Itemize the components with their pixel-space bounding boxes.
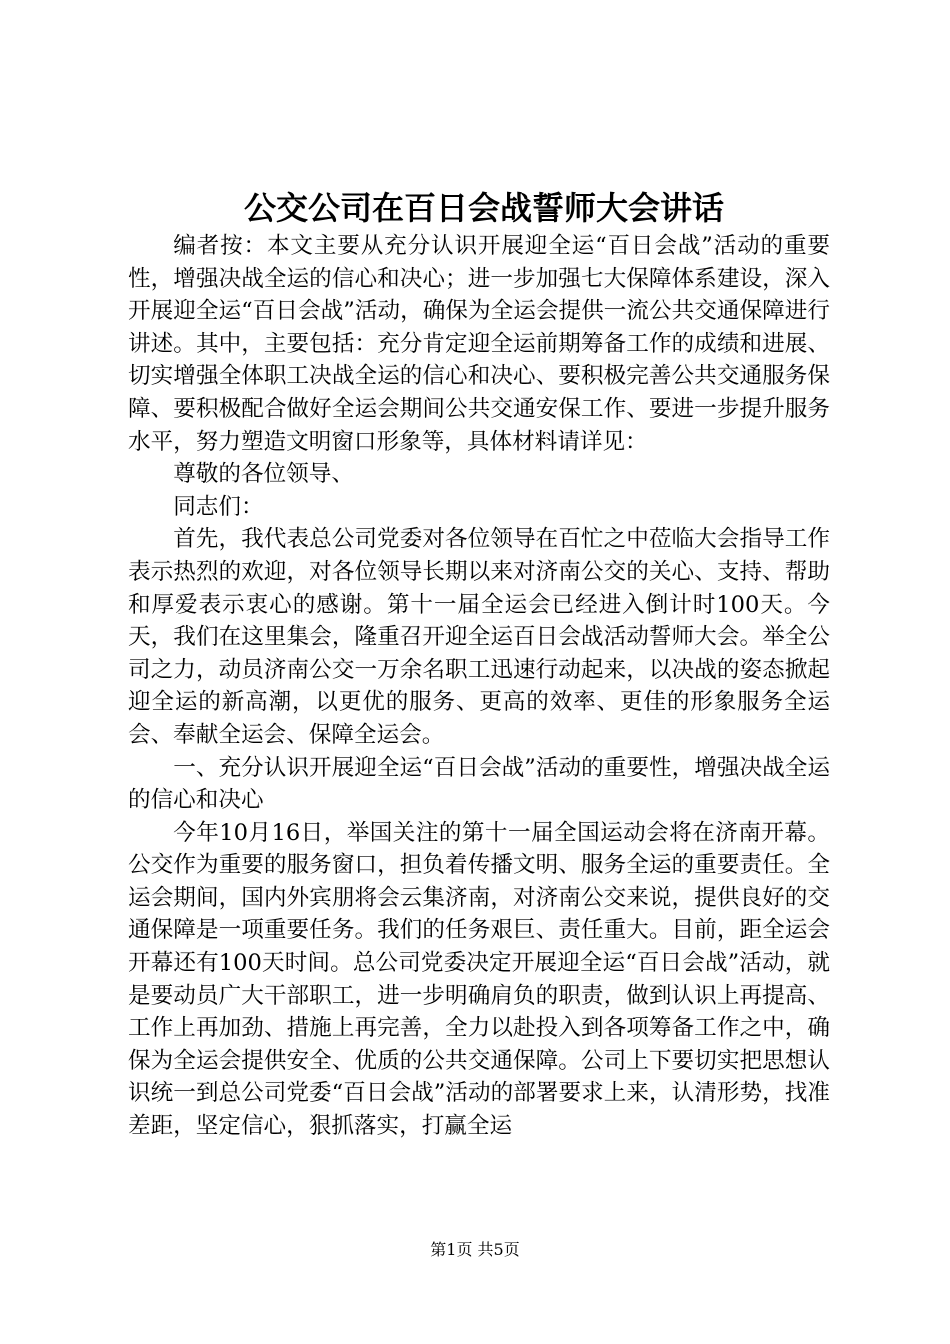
paragraph-salutation-leaders: 尊敬的各位领导、 bbox=[173, 461, 354, 488]
page-footer: 第1页 共5页 bbox=[430, 1240, 520, 1259]
section-heading-1: 一、充分认识开展迎全运“百日会战”活动的重要性，增强决战全运的信心和决心 bbox=[128, 754, 830, 814]
paragraph-salutation-comrades: 同志们： bbox=[173, 493, 264, 520]
paragraph-section-1: 今年10月16日，举国关注的第十一届全国运动会将在济南开幕。公交作为重要的服务窗口，担负着传播文明、服务全运的重要责任。全运会期间，国内外宾朋将会云集济南，对济南公交来说，提供良好的交通保障是一项重要任务。我们的任务艰巨、责任重大。目前，距全运会开幕还有100天时间。总公司党委决定开展迎全运“百日会战”活动，就是要动员广大干部职工，进一步明确肩负的职责，做到认识上再提高、工作上再加劲、措施上再完善，全力以赴投入到各项筹备工作之中，确保为全运会提供安全、优质的公共交通保障。公司上下要切实把思想认识统一到总公司党委“百日会战”活动的部署要求上来，认清形势，找准差距，坚定信心，狠抓落实，打赢全运 bbox=[128, 819, 830, 1140]
document-title: 公交公司在百日会战誓师大会讲话 bbox=[243, 189, 724, 227]
paragraph-editor-note: 编者按：本文主要从充分认识开展迎全运“百日会战”活动的重要性，增强决战全运的信心和决心；进一步加强七大保障体系建设，深入开展迎全运“百日会战”活动，确保为全运会提供一流公共交通保障进行讲述。其中，主要包括：充分肯定迎全运前期筹备工作的成绩和进展、切实增强全体职工决战全运的信心和决心、要积极完善公共交通服务保障、要积极配合做好全运会期间公共交通安保工作、要进一步提升服务水平，努力塑造文明窗口形象等，具体材料请详见： bbox=[128, 233, 830, 455]
paragraph-opening: 首先，我代表总公司党委对各位领导在百忙之中莅临大会指导工作表示热烈的欢迎，对各位领导长期以来对济南公交的关心、支持、帮助和厚爱表示衷心的感谢。第十一届全运会已经进入倒计时100天。今天，我们在这里集会，隆重召开迎全运百日会战活动誓师大会。举全公司之力，动员济南公交一万余名职工迅速行动起来，以决战的姿态掀起迎全运的新高潮，以更优的服务、更高的效率、更佳的形象服务全运会、奉献全运会、保障全运会。 bbox=[128, 526, 830, 748]
document-body bbox=[128, 230, 830, 1143]
